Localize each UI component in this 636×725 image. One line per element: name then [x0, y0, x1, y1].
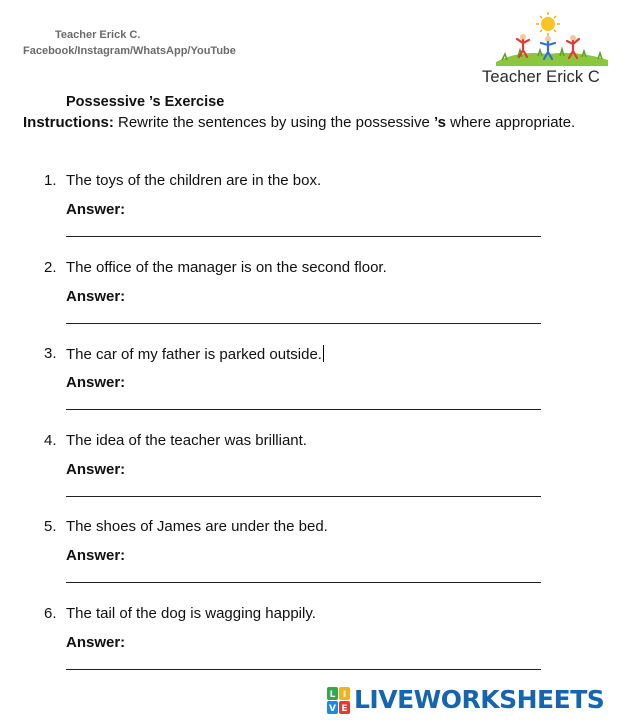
svg-text:L: L [329, 690, 336, 700]
question-5 [0, 518, 636, 598]
answer-label: Answer: [66, 288, 126, 305]
instructions-bold: ’s [434, 114, 446, 131]
question-text: The office of the manager is on the second floor. [66, 259, 387, 276]
answer-input[interactable] [66, 409, 541, 410]
answer-input[interactable] [66, 323, 541, 324]
logo-text: Teacher Erick C [482, 68, 600, 86]
answer-label: Answer: [66, 547, 126, 564]
instructions [23, 113, 583, 132]
teacher-logo [478, 10, 618, 90]
question-text: The idea of the teacher was brilliant. [66, 432, 307, 449]
answer-input[interactable] [66, 236, 541, 237]
liveworksheets-icon [327, 687, 351, 715]
answer-label: Answer: [66, 634, 126, 651]
instructions-text-end: where appropriate. [445, 114, 576, 131]
kids-sun-icon [478, 10, 618, 70]
answer-label: Answer: [66, 201, 126, 218]
svg-text:E: E [341, 704, 348, 714]
question-number: 4. [44, 432, 57, 449]
brand-text: LIVEWORKSHEETS [354, 685, 605, 714]
question-number: 6. [44, 605, 57, 622]
question-number: 3. [44, 345, 57, 362]
svg-text:I: I [342, 690, 347, 700]
question-number: 5. [44, 518, 57, 535]
answer-input[interactable] [66, 496, 541, 497]
question-text: The car of my father is parked outside. [66, 346, 322, 363]
answer-input[interactable] [66, 669, 541, 670]
page-title: Possessive ’s Exercise [66, 94, 225, 110]
instructions-text: Rewrite the sentences by using the possessive [113, 114, 435, 131]
question-6 [0, 605, 636, 685]
question-text: The tail of the dog is wagging happily. [66, 605, 316, 622]
answer-label: Answer: [66, 461, 126, 478]
question-number: 1. [44, 172, 57, 189]
answer-input[interactable] [66, 582, 541, 583]
question-text: The shoes of James are under the bed. [66, 518, 328, 535]
answer-label: Answer: [66, 374, 126, 391]
question-text-wrap [66, 345, 324, 363]
question-text: The toys of the children are in the box. [66, 172, 322, 189]
question-number: 2. [44, 259, 57, 276]
instructions-label: Instructions: [23, 114, 114, 131]
text-cursor [323, 345, 324, 362]
social-links: Facebook/Instagram/WhatsApp/YouTube [23, 45, 236, 57]
question-1 [0, 172, 636, 252]
teacher-name: Teacher Erick C. [55, 29, 141, 41]
svg-text:V: V [329, 704, 336, 714]
question-3 [0, 345, 636, 425]
question-2 [0, 259, 636, 339]
question-4 [0, 432, 636, 512]
